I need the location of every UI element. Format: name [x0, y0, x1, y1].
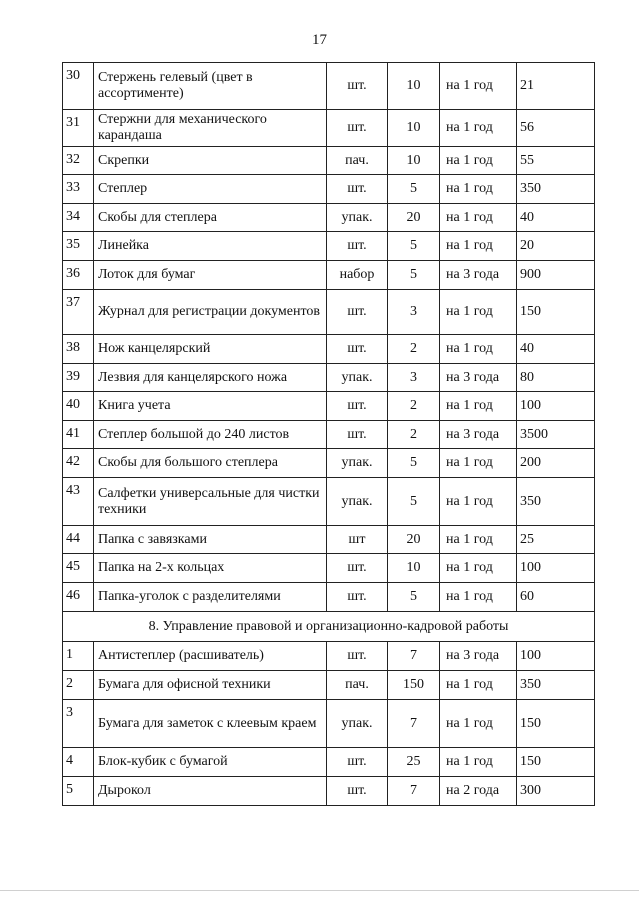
item-price: 60: [517, 583, 595, 612]
item-quantity: 5: [388, 478, 440, 526]
item-price: 200: [517, 449, 595, 478]
item-quantity: 20: [388, 526, 440, 554]
item-price: 350: [517, 175, 595, 204]
item-number: 36: [63, 261, 94, 290]
item-period: на 1 год: [440, 583, 517, 612]
item-period: на 1 год: [440, 554, 517, 583]
item-period: на 1 год: [440, 335, 517, 364]
item-number: 30: [63, 63, 94, 110]
item-unit: шт.: [327, 63, 388, 110]
item-unit: шт.: [327, 421, 388, 449]
item-period: на 3 года: [440, 364, 517, 392]
item-period: на 1 год: [440, 63, 517, 110]
section-2-rows: [63, 642, 595, 806]
item-quantity: 5: [388, 232, 440, 261]
item-unit: шт.: [327, 110, 388, 147]
item-name: Папка-уголок с разделителями: [94, 583, 327, 612]
item-quantity: 7: [388, 777, 440, 806]
table-row: [63, 204, 595, 232]
item-unit: шт.: [327, 335, 388, 364]
item-name: Книга учета: [94, 392, 327, 421]
table-row: [63, 526, 595, 554]
item-unit: шт.: [327, 392, 388, 421]
section-1-rows: [63, 63, 595, 612]
item-quantity: 150: [388, 671, 440, 700]
item-number: 43: [63, 478, 94, 526]
item-number: 42: [63, 449, 94, 478]
item-period: на 1 год: [440, 110, 517, 147]
page-edge-line: [0, 890, 639, 891]
item-number: 35: [63, 232, 94, 261]
item-name: Степлер: [94, 175, 327, 204]
item-number: 39: [63, 364, 94, 392]
item-name: Скобы для степлера: [94, 204, 327, 232]
item-price: 900: [517, 261, 595, 290]
table-row: [63, 392, 595, 421]
item-period: на 1 год: [440, 232, 517, 261]
item-quantity: 2: [388, 421, 440, 449]
item-unit: шт: [327, 526, 388, 554]
table-row: [63, 700, 595, 748]
table-row: [63, 175, 595, 204]
item-period: на 1 год: [440, 700, 517, 748]
table-row: [63, 748, 595, 777]
section-title: 8. Управление правовой и организационно-кадровой работы: [63, 612, 595, 642]
item-period: на 1 год: [440, 671, 517, 700]
item-unit: шт.: [327, 232, 388, 261]
table-row: [63, 777, 595, 806]
item-period: на 3 года: [440, 642, 517, 671]
item-price: 150: [517, 290, 595, 335]
item-price: 150: [517, 700, 595, 748]
table-row: [63, 261, 595, 290]
item-quantity: 2: [388, 392, 440, 421]
item-price: 20: [517, 232, 595, 261]
item-name: Стержни для механического карандаша: [94, 110, 327, 147]
item-quantity: 10: [388, 147, 440, 175]
page-number: 17: [312, 32, 327, 48]
item-price: 80: [517, 364, 595, 392]
table-row: [63, 642, 595, 671]
table-row: [63, 478, 595, 526]
item-price: 100: [517, 554, 595, 583]
table-row: [63, 421, 595, 449]
item-quantity: 2: [388, 335, 440, 364]
item-name: Стержень гелевый (цвет в ассортименте): [94, 63, 327, 110]
item-number: 38: [63, 335, 94, 364]
item-price: 40: [517, 335, 595, 364]
item-quantity: 20: [388, 204, 440, 232]
item-unit: шт.: [327, 290, 388, 335]
table-row: [63, 583, 595, 612]
item-price: 100: [517, 642, 595, 671]
item-quantity: 3: [388, 290, 440, 335]
item-period: на 1 год: [440, 748, 517, 777]
item-name: Журнал для регистрации документов: [94, 290, 327, 335]
item-quantity: 3: [388, 364, 440, 392]
item-name: Степлер большой до 240 листов: [94, 421, 327, 449]
item-name: Салфетки универсальные для чистки техники: [94, 478, 327, 526]
section-header-row: [63, 612, 595, 642]
item-period: на 1 год: [440, 478, 517, 526]
item-unit: упак.: [327, 204, 388, 232]
item-name: Бумага для заметок с клеевым краем: [94, 700, 327, 748]
table-row: [63, 671, 595, 700]
item-number: 3: [63, 700, 94, 748]
item-number: 33: [63, 175, 94, 204]
item-quantity: 10: [388, 554, 440, 583]
item-period: на 1 год: [440, 449, 517, 478]
table-row: [63, 290, 595, 335]
item-price: 40: [517, 204, 595, 232]
item-quantity: 25: [388, 748, 440, 777]
item-unit: шт.: [327, 777, 388, 806]
item-number: 31: [63, 110, 94, 147]
table-row: [63, 554, 595, 583]
item-number: 32: [63, 147, 94, 175]
item-unit: упак.: [327, 449, 388, 478]
item-number: 41: [63, 421, 94, 449]
item-number: 5: [63, 777, 94, 806]
item-unit: упак.: [327, 364, 388, 392]
item-unit: упак.: [327, 700, 388, 748]
item-quantity: 5: [388, 261, 440, 290]
section-2-header: [63, 612, 595, 642]
item-unit: шт.: [327, 175, 388, 204]
item-name: Папка на 2-х кольцах: [94, 554, 327, 583]
item-period: на 1 год: [440, 526, 517, 554]
item-unit: шт.: [327, 748, 388, 777]
item-price: 300: [517, 777, 595, 806]
item-period: на 1 год: [440, 175, 517, 204]
item-price: 100: [517, 392, 595, 421]
item-price: 150: [517, 748, 595, 777]
item-price: 55: [517, 147, 595, 175]
item-quantity: 10: [388, 63, 440, 110]
item-price: 350: [517, 671, 595, 700]
table-row: [63, 147, 595, 175]
table-row: [63, 364, 595, 392]
item-number: 34: [63, 204, 94, 232]
table-row: [63, 232, 595, 261]
item-period: на 1 год: [440, 204, 517, 232]
item-period: на 1 год: [440, 392, 517, 421]
item-unit: пач.: [327, 671, 388, 700]
item-name: Скрепки: [94, 147, 327, 175]
item-name: Лезвия для канцелярского ножа: [94, 364, 327, 392]
supplies-table: [62, 62, 595, 806]
item-price: 350: [517, 478, 595, 526]
item-period: на 1 год: [440, 290, 517, 335]
item-unit: шт.: [327, 554, 388, 583]
item-number: 45: [63, 554, 94, 583]
item-name: Блок-кубик с бумагой: [94, 748, 327, 777]
item-number: 37: [63, 290, 94, 335]
item-unit: шт.: [327, 583, 388, 612]
table-row: [63, 449, 595, 478]
item-period: на 3 года: [440, 261, 517, 290]
item-price: 56: [517, 110, 595, 147]
item-unit: упак.: [327, 478, 388, 526]
item-price: 3500: [517, 421, 595, 449]
table-row: [63, 335, 595, 364]
item-price: 21: [517, 63, 595, 110]
item-name: Папка с завязками: [94, 526, 327, 554]
table-row: [63, 63, 595, 110]
item-quantity: 5: [388, 449, 440, 478]
item-quantity: 7: [388, 642, 440, 671]
item-number: 46: [63, 583, 94, 612]
item-name: Лоток для бумаг: [94, 261, 327, 290]
item-number: 1: [63, 642, 94, 671]
item-number: 2: [63, 671, 94, 700]
item-quantity: 5: [388, 175, 440, 204]
item-number: 44: [63, 526, 94, 554]
item-unit: пач.: [327, 147, 388, 175]
item-quantity: 7: [388, 700, 440, 748]
item-name: Скобы для большого степлера: [94, 449, 327, 478]
item-period: на 2 года: [440, 777, 517, 806]
item-name: Нож канцелярский: [94, 335, 327, 364]
item-period: на 1 год: [440, 147, 517, 175]
item-unit: набор: [327, 261, 388, 290]
item-name: Линейка: [94, 232, 327, 261]
item-period: на 3 года: [440, 421, 517, 449]
item-unit: шт.: [327, 642, 388, 671]
item-number: 40: [63, 392, 94, 421]
item-quantity: 5: [388, 583, 440, 612]
table-row: [63, 110, 595, 147]
item-name: Дырокол: [94, 777, 327, 806]
item-name: Антистеплер (расшиватель): [94, 642, 327, 671]
item-price: 25: [517, 526, 595, 554]
item-number: 4: [63, 748, 94, 777]
item-name: Бумага для офисной техники: [94, 671, 327, 700]
item-quantity: 10: [388, 110, 440, 147]
